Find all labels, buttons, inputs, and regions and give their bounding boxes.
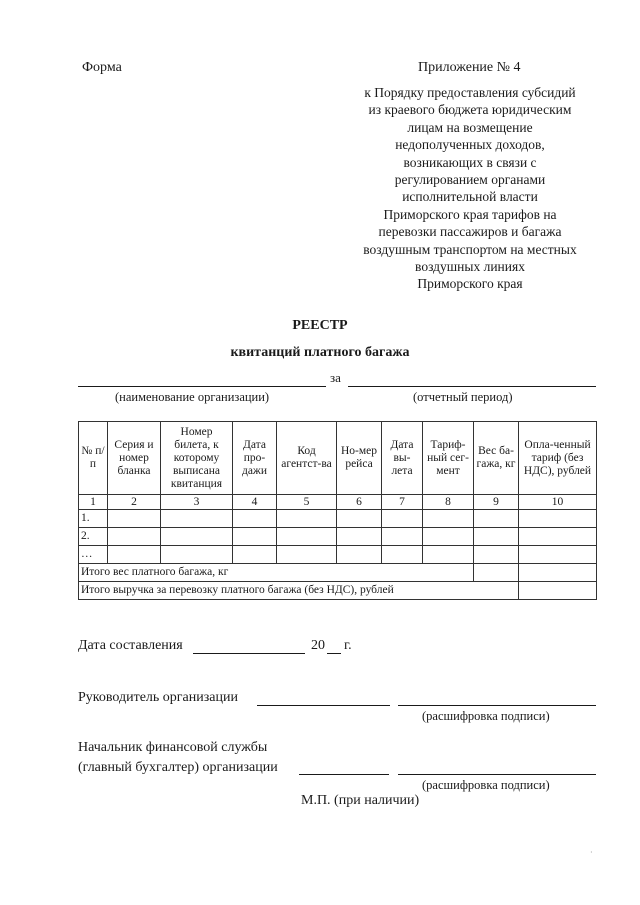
annex-line: воздушным транспортом на местных bbox=[363, 241, 577, 257]
total-weight-empty bbox=[519, 564, 597, 582]
document-subtitle: квитанций платного багажа bbox=[230, 345, 410, 360]
table-header-row bbox=[79, 422, 597, 495]
annex-text bbox=[345, 84, 595, 293]
table-cell[interactable] bbox=[474, 528, 519, 546]
registry-table bbox=[78, 421, 597, 600]
head-decode-field[interactable] bbox=[398, 705, 596, 706]
table-cell[interactable] bbox=[382, 510, 423, 528]
head-decode-caption: (расшифровка подписи) bbox=[422, 709, 550, 723]
annex-line: недополученных доходов, bbox=[395, 137, 545, 153]
table-cell[interactable] bbox=[108, 510, 161, 528]
column-number: 8 bbox=[423, 495, 474, 510]
table-cell[interactable] bbox=[108, 546, 161, 564]
head-signature-field[interactable] bbox=[257, 705, 390, 706]
total-weight-value[interactable] bbox=[474, 564, 519, 582]
table-cell[interactable] bbox=[337, 528, 382, 546]
org-caption: (наименование организации) bbox=[115, 390, 270, 404]
fin-label-line-2: (главный бухгалтер) организации bbox=[78, 760, 278, 775]
column-number: 6 bbox=[337, 495, 382, 510]
column-header: Опла-ченный тариф (без НДС), рублей bbox=[519, 422, 597, 495]
total-weight-row bbox=[79, 564, 597, 582]
year-suffix: г. bbox=[344, 638, 352, 653]
row-number: … bbox=[79, 546, 108, 564]
table-cell[interactable] bbox=[233, 528, 277, 546]
table-cell[interactable] bbox=[233, 510, 277, 528]
column-header: Тариф-ный сег-мент bbox=[423, 422, 474, 495]
column-header: Серия и номер бланка bbox=[108, 422, 161, 495]
head-label: Руководитель организации bbox=[78, 690, 238, 705]
table-cell[interactable] bbox=[277, 510, 337, 528]
table-cell[interactable] bbox=[519, 546, 597, 564]
total-revenue-label: Итого выручка за перевозку платного багажа (без НДС), рублей bbox=[79, 582, 519, 600]
column-number: 1 bbox=[79, 495, 108, 510]
total-revenue-value[interactable] bbox=[519, 582, 597, 600]
annex-line: из краевого бюджета юридическим bbox=[368, 102, 572, 118]
table-cell[interactable] bbox=[474, 546, 519, 564]
table-cell[interactable] bbox=[423, 510, 474, 528]
annex-line: к Порядку предоставления субсидий bbox=[364, 85, 576, 100]
table-cell[interactable] bbox=[277, 546, 337, 564]
table-cell[interactable] bbox=[423, 528, 474, 546]
annex-line: Приморского края bbox=[417, 276, 523, 292]
org-name-field[interactable] bbox=[78, 386, 326, 387]
total-weight-label: Итого вес платного багажа, кг bbox=[79, 564, 474, 582]
total-revenue-row bbox=[79, 582, 597, 600]
row-number: 1. bbox=[79, 510, 108, 528]
column-number: 10 bbox=[519, 495, 597, 510]
table-row bbox=[79, 528, 597, 546]
table-cell[interactable] bbox=[382, 546, 423, 564]
row-number: 2. bbox=[79, 528, 108, 546]
date-field[interactable] bbox=[193, 653, 305, 654]
column-number: 5 bbox=[277, 495, 337, 510]
za-connector: за bbox=[330, 370, 341, 385]
period-caption: (отчетный период) bbox=[413, 390, 513, 404]
column-header: Дата вы-лета bbox=[382, 422, 423, 495]
table-cell[interactable] bbox=[382, 528, 423, 546]
annex-line: возникающих в связи с bbox=[403, 154, 537, 170]
fin-decode-field[interactable] bbox=[398, 774, 596, 775]
annex-line: воздушных линиях bbox=[415, 259, 525, 275]
fin-decode-caption: (расшифровка подписи) bbox=[422, 778, 550, 792]
table-cell[interactable] bbox=[337, 546, 382, 564]
table-row bbox=[79, 546, 597, 564]
column-number: 9 bbox=[474, 495, 519, 510]
table-cell[interactable] bbox=[233, 546, 277, 564]
column-header: Но-мер рейса bbox=[337, 422, 382, 495]
annex-title: Приложение № 4 bbox=[418, 60, 521, 75]
column-number: 7 bbox=[382, 495, 423, 510]
annex-line: перевозки пассажиров и багажа bbox=[378, 224, 562, 240]
table-cell[interactable] bbox=[474, 510, 519, 528]
period-field[interactable] bbox=[348, 386, 596, 387]
year-field[interactable] bbox=[327, 653, 341, 654]
table-cell[interactable] bbox=[337, 510, 382, 528]
column-number-row bbox=[79, 495, 597, 510]
column-header: Код агентст-ва bbox=[277, 422, 337, 495]
table-cell[interactable] bbox=[161, 546, 233, 564]
column-number: 3 bbox=[161, 495, 233, 510]
document-title: РЕЕСТР bbox=[292, 318, 348, 333]
column-header: Дата про-дажи bbox=[233, 422, 277, 495]
scan-mark: · bbox=[590, 848, 593, 857]
annex-line: регулированием органами bbox=[394, 172, 546, 188]
date-label: Дата составления bbox=[78, 638, 183, 653]
table-cell[interactable] bbox=[423, 546, 474, 564]
table-cell[interactable] bbox=[108, 528, 161, 546]
fin-signature-field[interactable] bbox=[299, 774, 389, 775]
table-cell[interactable] bbox=[519, 510, 597, 528]
table-row bbox=[79, 510, 597, 528]
table-cell[interactable] bbox=[161, 528, 233, 546]
annex-line: лицам на возмещение bbox=[407, 119, 533, 135]
table-cell[interactable] bbox=[161, 510, 233, 528]
column-header: № п/п bbox=[79, 422, 108, 495]
form-label: Форма bbox=[82, 60, 122, 75]
stamp-label: М.П. (при наличии) bbox=[301, 793, 420, 808]
column-number: 2 bbox=[108, 495, 161, 510]
column-number: 4 bbox=[233, 495, 277, 510]
table-cell[interactable] bbox=[519, 528, 597, 546]
annex-line: Приморского края тарифов на bbox=[383, 206, 557, 222]
year-prefix: 20 bbox=[311, 638, 325, 653]
column-header: Вес ба-гажа, кг bbox=[474, 422, 519, 495]
table-cell[interactable] bbox=[277, 528, 337, 546]
column-header: Номер билета, к которому выписана квитанция bbox=[161, 422, 233, 495]
annex-line: исполнительной власти bbox=[402, 189, 538, 205]
fin-label-line-1: Начальник финансовой службы bbox=[78, 740, 268, 755]
